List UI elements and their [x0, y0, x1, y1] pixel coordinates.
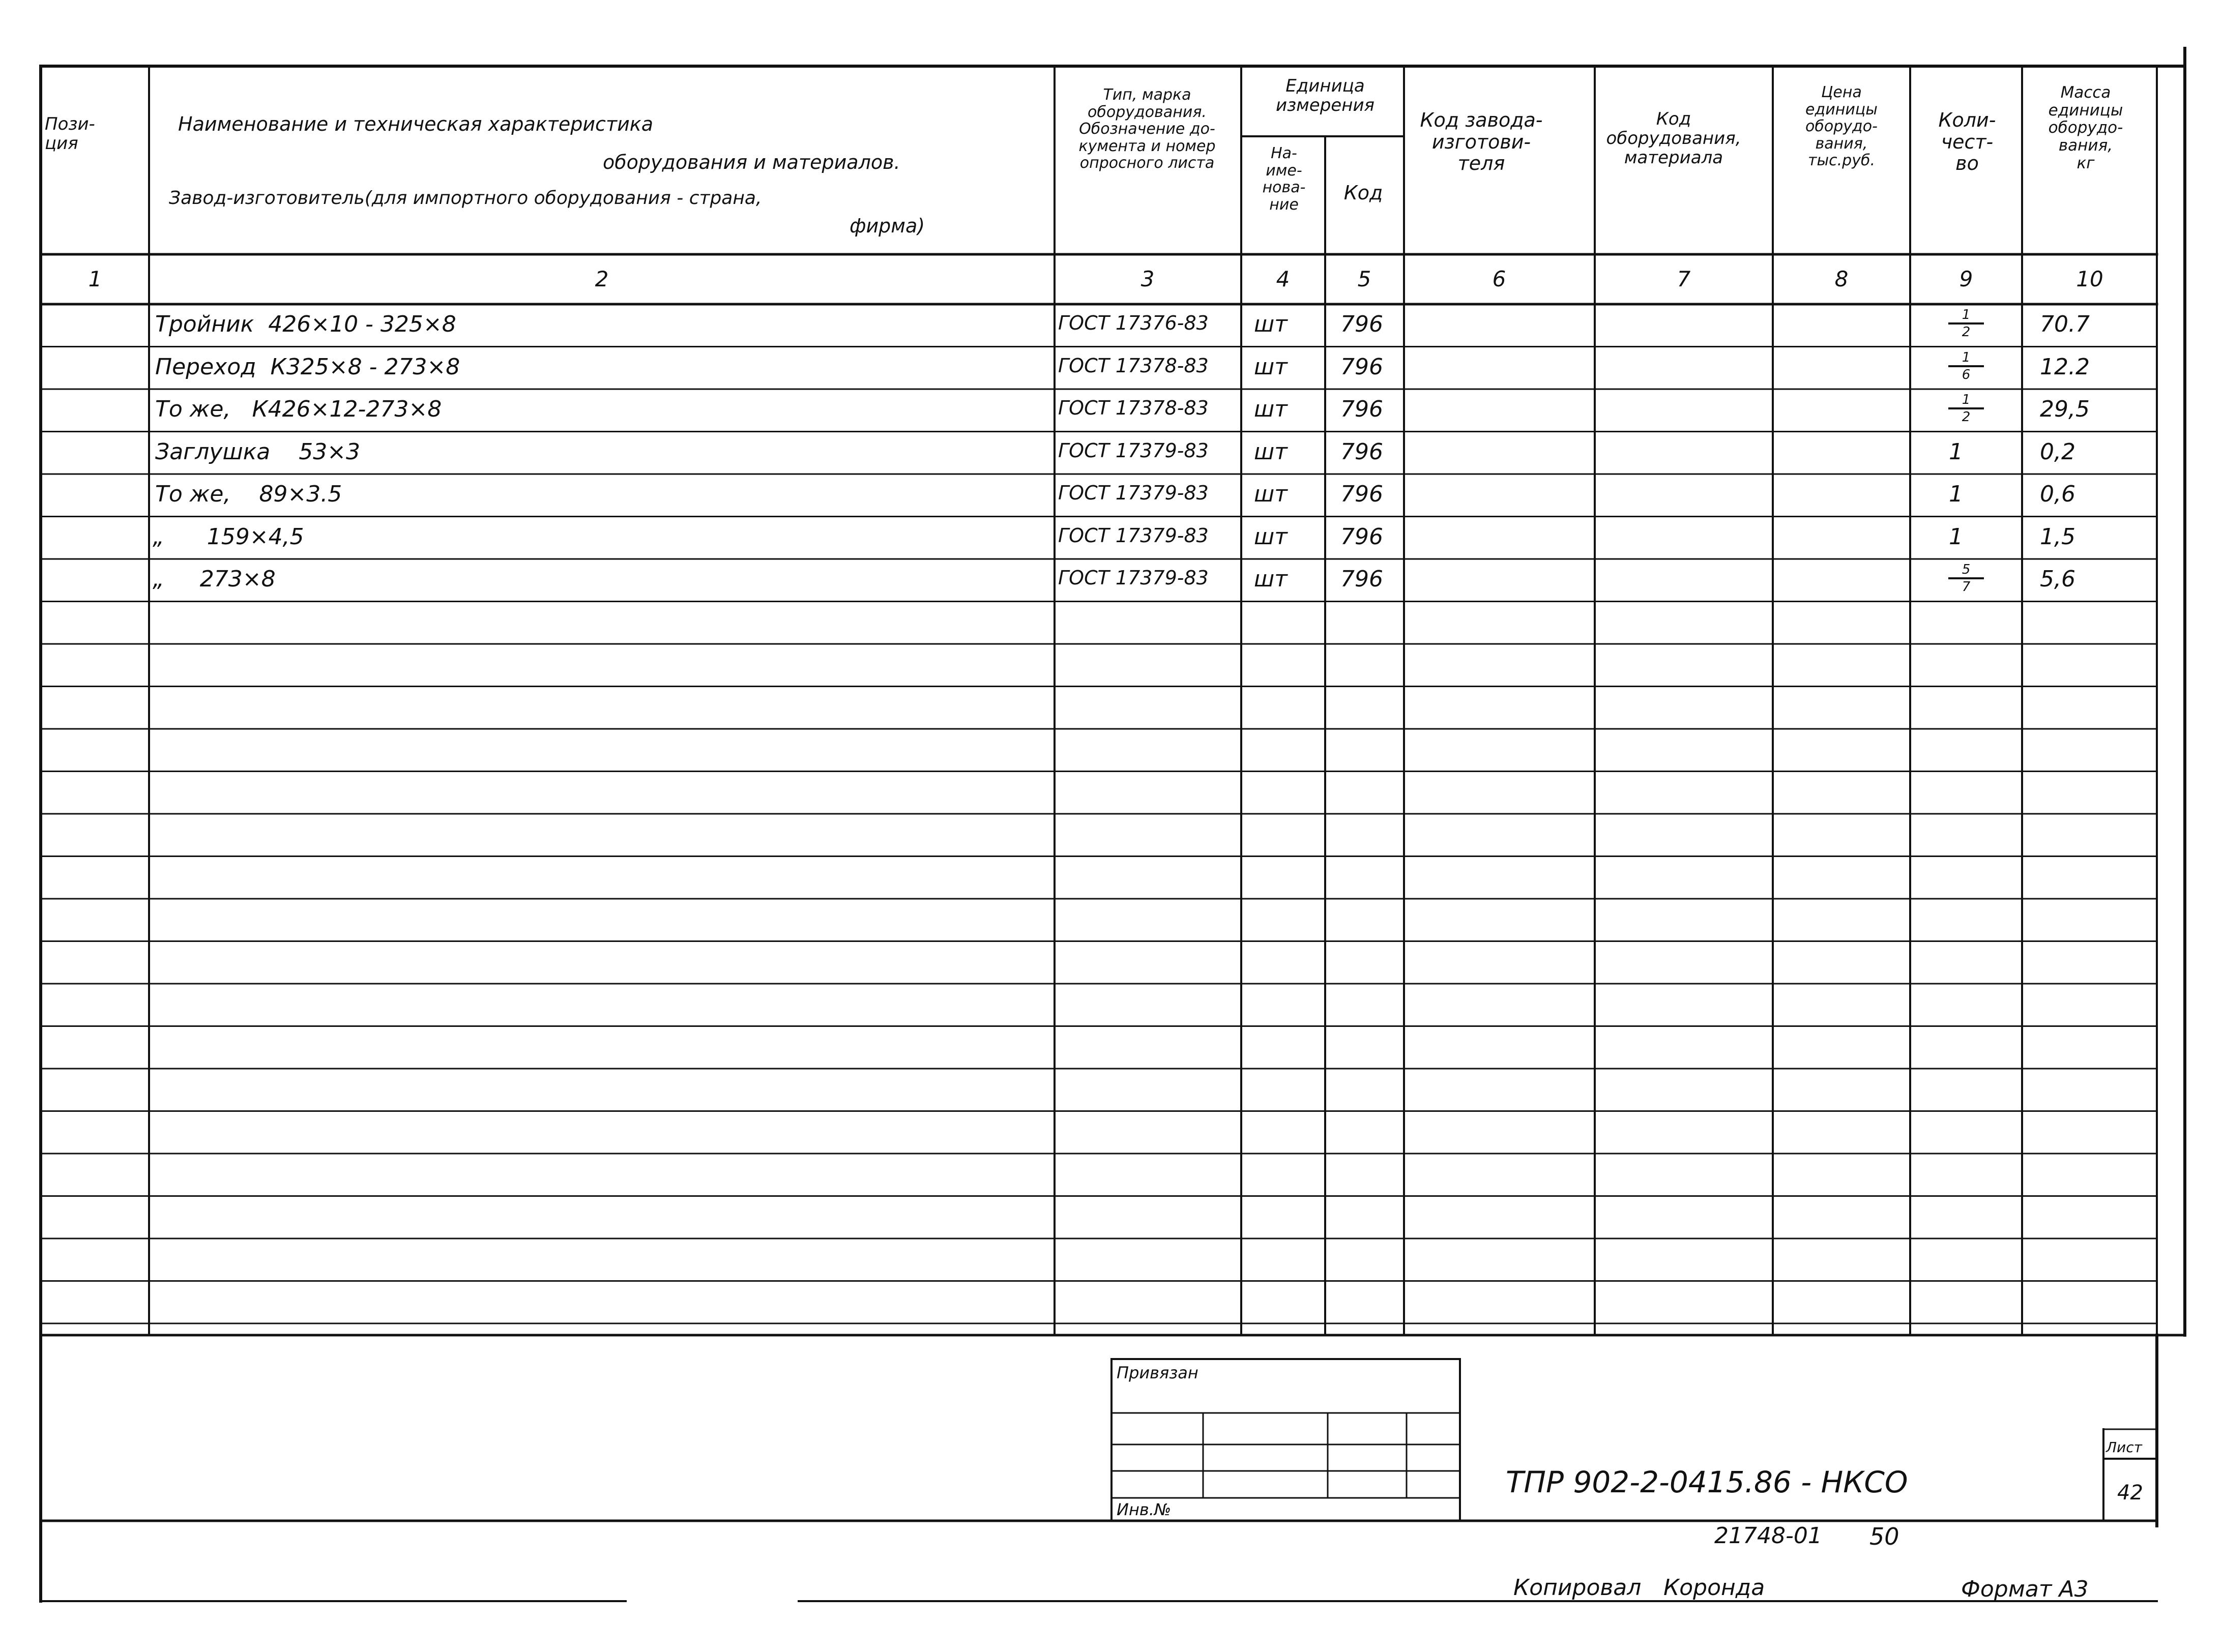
column-number-7: 7 [1677, 267, 1691, 291]
column-number-2: 2 [595, 267, 609, 291]
row-document: ГОСТ 17378-83 [1058, 397, 1209, 419]
row-unit-code: 796 [1340, 566, 1383, 592]
column-number-5: 5 [1357, 267, 1371, 291]
row-mass: 70.7 [2040, 311, 2090, 337]
row-unit-name: шт [1254, 523, 1288, 550]
header-unit-name: На- име- нова- ние [1262, 144, 1306, 214]
format-label: Формат А3 [1961, 1576, 2089, 1602]
header-name-line2: оборудования и материалов. [603, 151, 900, 173]
row-document: ГОСТ 17379-83 [1058, 524, 1209, 547]
quantity-numerator: 1 [1962, 349, 1971, 365]
row-name: То же, К426×12-273×8 [155, 396, 442, 422]
row-name: Переход К325×8 - 273×8 [155, 353, 460, 380]
column-number-3: 3 [1140, 267, 1155, 291]
row-quantity [1948, 393, 1984, 424]
row-name: Заглушка 53×3 [155, 438, 361, 465]
header-position: Пози- ция [45, 114, 95, 154]
quantity-numerator: 5 [1962, 562, 1971, 577]
quantity-denominator: 7 [1962, 579, 1971, 595]
row-name: „ 273×8 [153, 566, 276, 592]
row-name: Тройник 426×10 - 325×8 [155, 311, 456, 337]
order-extra: 50 [1869, 1523, 1899, 1550]
row-document: ГОСТ 17379-83 [1058, 439, 1209, 462]
header-type-mark: Тип, марка оборудования. Обозначение до- кумента и номер опросного листа [1078, 86, 1216, 172]
row-mass: 5,6 [2040, 566, 2075, 592]
row-unit-name: шт [1254, 438, 1288, 465]
row-unit-code: 796 [1340, 353, 1383, 380]
row-unit-name: шт [1254, 353, 1288, 380]
row-name: „ 159×4,5 [153, 523, 304, 550]
row-name: То же, 89×3.5 [155, 481, 342, 507]
copied-by-name: Коронда [1663, 1575, 1765, 1601]
quantity-denominator: 2 [1962, 409, 1971, 425]
stamp-sheet-label: Лист [2106, 1439, 2142, 1456]
column-number-4: 4 [1276, 267, 1290, 291]
row-mass: 0,2 [2040, 438, 2075, 465]
row-quantity [1948, 308, 1984, 339]
stamp-designation: ТПР 902-2-0415.86 - НКСО [1506, 1465, 1908, 1499]
row-mass: 1,5 [2040, 523, 2075, 550]
header-unit-price: Цена единицы оборудо- вания, тыс.руб. [1805, 83, 1878, 170]
row-mass: 12.2 [2040, 353, 2090, 380]
order-number: 21748-01 [1714, 1523, 1822, 1549]
row-document: ГОСТ 17379-83 [1058, 567, 1209, 589]
row-quantity [1948, 351, 1984, 381]
header-name-line4: фирма) [850, 215, 925, 237]
row-mass: 29,5 [2040, 396, 2090, 422]
row-quantity: 1 [1949, 438, 1963, 465]
header-name-line1: Наименование и техническая характеристика [178, 113, 654, 135]
row-document: ГОСТ 17379-83 [1058, 482, 1209, 504]
header-unit-group: Единица измерения [1275, 76, 1375, 116]
quantity-numerator: 1 [1962, 307, 1971, 322]
row-document: ГОСТ 17378-83 [1058, 354, 1209, 377]
header-unit-code: Код [1343, 182, 1383, 204]
header-unit-mass: Масса единицы оборудо- вания, кг [2048, 83, 2123, 172]
header-manufacturer-code: Код завода- изготови- теля [1420, 109, 1543, 175]
stamp-privyazan-label: Привязан [1117, 1363, 1198, 1382]
column-number-8: 8 [1834, 267, 1849, 291]
header-quantity: Коли- чест- во [1938, 109, 1996, 175]
header-name-line3: Завод-изготовитель(для импортного оборудования - страна, [169, 188, 762, 209]
row-unit-name: шт [1254, 311, 1288, 337]
quantity-numerator: 1 [1962, 392, 1971, 407]
copied-by-label: Копировал [1513, 1575, 1642, 1601]
row-unit-name: шт [1254, 396, 1288, 422]
row-quantity [1948, 563, 1984, 594]
column-number-9: 9 [1959, 267, 1973, 291]
column-number-6: 6 [1492, 267, 1506, 291]
header-equipment-code: Код оборудования, материала [1606, 109, 1741, 168]
row-unit-name: шт [1254, 566, 1288, 592]
quantity-denominator: 2 [1962, 324, 1971, 340]
column-number-1: 1 [88, 267, 102, 291]
row-quantity: 1 [1949, 481, 1963, 507]
row-unit-code: 796 [1340, 396, 1383, 422]
row-document: ГОСТ 17376-83 [1058, 312, 1209, 334]
row-quantity: 1 [1949, 523, 1963, 550]
row-unit-code: 796 [1340, 311, 1383, 337]
row-unit-code: 796 [1340, 438, 1383, 465]
row-mass: 0,6 [2040, 481, 2075, 507]
stamp-inventory-label: Инв.№ [1117, 1500, 1172, 1519]
stamp-sheet-number: 42 [2117, 1481, 2143, 1504]
quantity-denominator: 6 [1962, 367, 1971, 382]
row-unit-code: 796 [1340, 523, 1383, 550]
row-unit-code: 796 [1340, 481, 1383, 507]
row-unit-name: шт [1254, 481, 1288, 507]
column-number-10: 10 [2076, 267, 2103, 291]
